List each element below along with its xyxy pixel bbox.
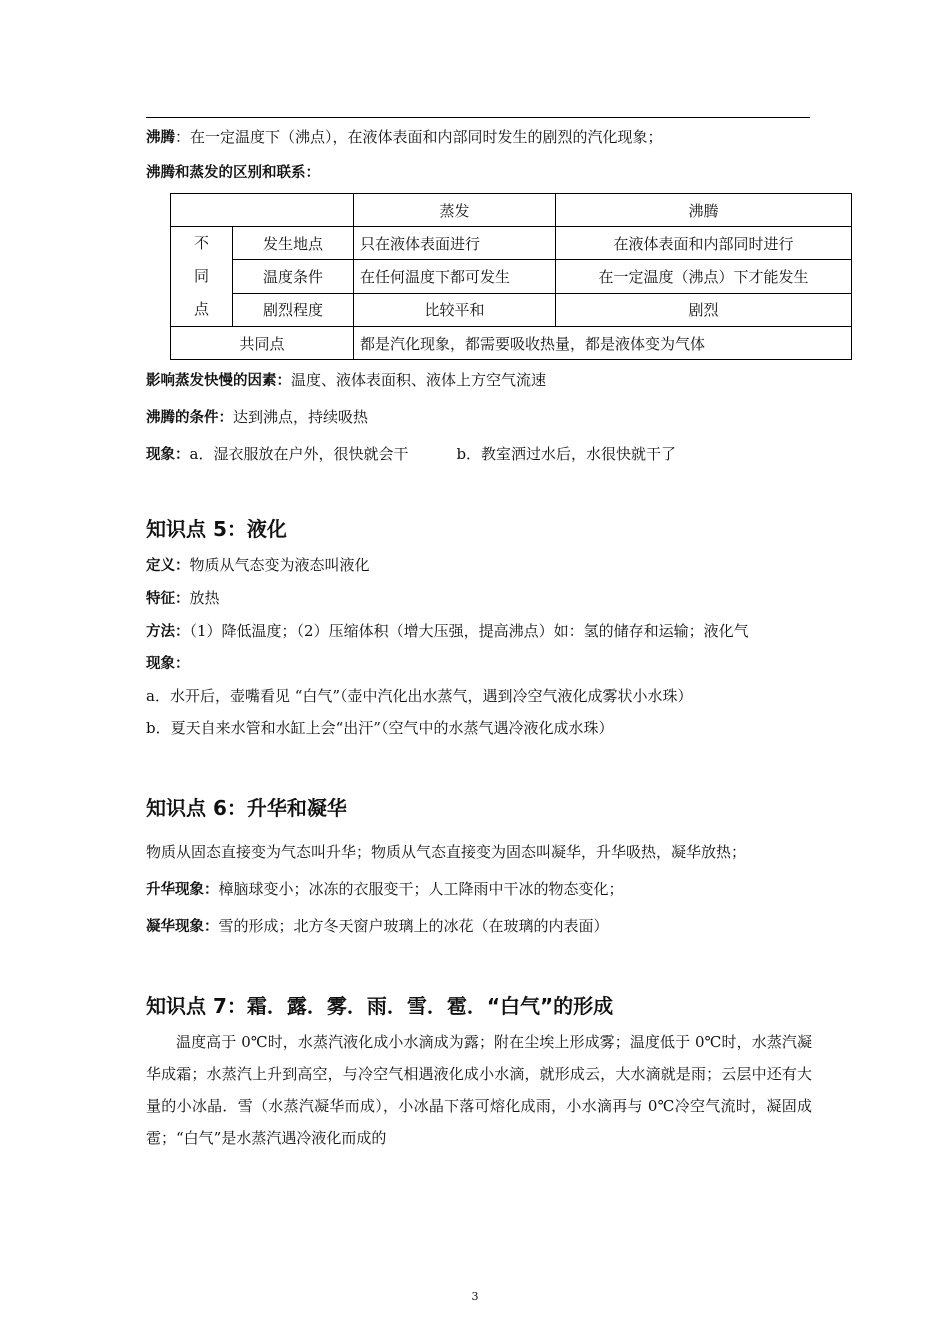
k6-sublimation: [146, 879, 624, 900]
factors-text: 温度、液体表面积、液体上方空气流速: [291, 371, 547, 389]
evaporation-factors: [146, 370, 546, 391]
k5-phenomenon-b: b．夏天自来水管和水缸上会“出汗”（空气中的水蒸气遇冷液化成水珠）: [146, 719, 614, 737]
phenomena-b: b．教室洒过水后，水很快就干了: [456, 445, 677, 463]
difference-char: 同: [193, 267, 209, 285]
k6-dep-label: 凝华现象：: [146, 919, 219, 935]
difference-label-cell: [171, 227, 233, 327]
boiling-cell: 在液体表面和内部同时进行: [556, 227, 852, 260]
k5-feat-label: 特征：: [146, 591, 190, 607]
boil-cond-text: 达到沸点，持续吸热: [233, 408, 369, 426]
k6-text: 物质从固态直接变为气态叫升华；物质从气态直接变为固态叫凝华，升华吸热，凝华放热；: [146, 843, 747, 861]
phenomena-label: 现象：: [146, 447, 190, 463]
k5-feat-text: 放热: [189, 589, 220, 607]
boiling-label: 沸腾: [146, 130, 175, 146]
difference-char: 不: [193, 234, 209, 252]
table-row: [171, 227, 852, 260]
page-number: 3: [471, 1290, 479, 1303]
k6-deposition: [146, 916, 609, 937]
k5-feature: [146, 588, 220, 609]
k5-def-label: 定义：: [146, 558, 190, 574]
header-boiling: 沸腾: [556, 194, 852, 227]
table-header-row: [171, 194, 852, 227]
section-title-6: 知识点 6：升华和凝华: [146, 796, 347, 820]
table-row-common: [171, 327, 852, 360]
k6-sub-label: 升华现象：: [146, 882, 219, 898]
k5-method-label: 方法：: [146, 624, 190, 640]
evaporation-cell: 只在液体表面进行: [354, 227, 556, 260]
common-label: 共同点: [171, 327, 354, 360]
row-label: 剧烈程度: [233, 293, 354, 326]
difference-char: 点: [193, 300, 209, 318]
compare-title: 沸腾和蒸发的区别和联系：: [146, 165, 320, 181]
comparison-table: [170, 193, 852, 360]
k5-method: [146, 621, 749, 642]
evaporation-cell: 在任何温度下都可发生: [354, 260, 556, 293]
k5-method-text: （1）降低温度；（2）压缩体积（增大压强，提高沸点）如：氢的储存和运输；液化气: [189, 622, 749, 640]
row-label: 温度条件: [233, 260, 354, 293]
k6-dep-text: 雪的形成；北方冬天窗户玻璃上的冰花（在玻璃的内表面）: [218, 917, 609, 935]
header-rule: [146, 117, 810, 118]
section-title-7: 知识点 7：霜．露．雾．雨．雪．雹．“白气”的形成: [146, 994, 614, 1018]
boil-cond-label: 沸腾的条件：: [146, 410, 233, 426]
evaporation-phenomena: [146, 444, 676, 465]
k5-definition: [146, 555, 370, 576]
k5-phenomena-label: 现象：: [146, 656, 190, 672]
k5-def-text: 物质从气态变为液态叫液化: [189, 556, 370, 574]
header-empty-cell: [171, 194, 354, 227]
table-row: [171, 293, 852, 326]
k7-paragraph: 温度高于 0℃时，水蒸汽液化成小水滴成为露；附在尘埃上形成雾；温度低于 0℃时，水蒸汽凝华成霜；水蒸汽上升到高空，与冷空气相遇液化成小水滴，就形成云，大水滴就是雨；云层中还有大量的小冰晶．雪（水蒸汽凝华而成），小冰晶下落可熔化成雨，小水滴再与 0℃冷空气流时，凝固成雹；“白气”是水蒸汽遇冷液化而成的: [146, 1033, 812, 1147]
common-text: 都是汽化现象，都需要吸收热量，都是液体变为气体: [354, 327, 852, 360]
k6-sub-text: 樟脑球变小；冰冻的衣服变干；人工降雨中干冰的物态变化；: [218, 880, 624, 898]
factors-label: 影响蒸发快慢的因素：: [146, 373, 291, 389]
boiling-cell: 在一定温度（沸点）下才能发生: [556, 260, 852, 293]
row-label: 发生地点: [233, 227, 354, 260]
boiling-definition: [146, 127, 663, 148]
table-row: [171, 260, 852, 293]
k5-phenomenon-a: a．水开后，壶嘴看见 “白气”（壶中汽化出水蒸气，遇到冷空气液化成雾状小水珠）: [146, 687, 693, 705]
evaporation-cell: 比较平和: [354, 293, 556, 326]
boiling-text: ：在一定温度下（沸点），在液体表面和内部同时发生的剧烈的汽化现象；: [175, 128, 663, 146]
boiling-conditions: [146, 407, 368, 428]
header-evaporation: 蒸发: [354, 194, 556, 227]
boiling-cell: 剧烈: [556, 293, 852, 326]
phenomena-a: a．湿衣服放在户外，很快就会干: [189, 445, 409, 463]
section-title-5: 知识点 5：液化: [146, 517, 287, 541]
